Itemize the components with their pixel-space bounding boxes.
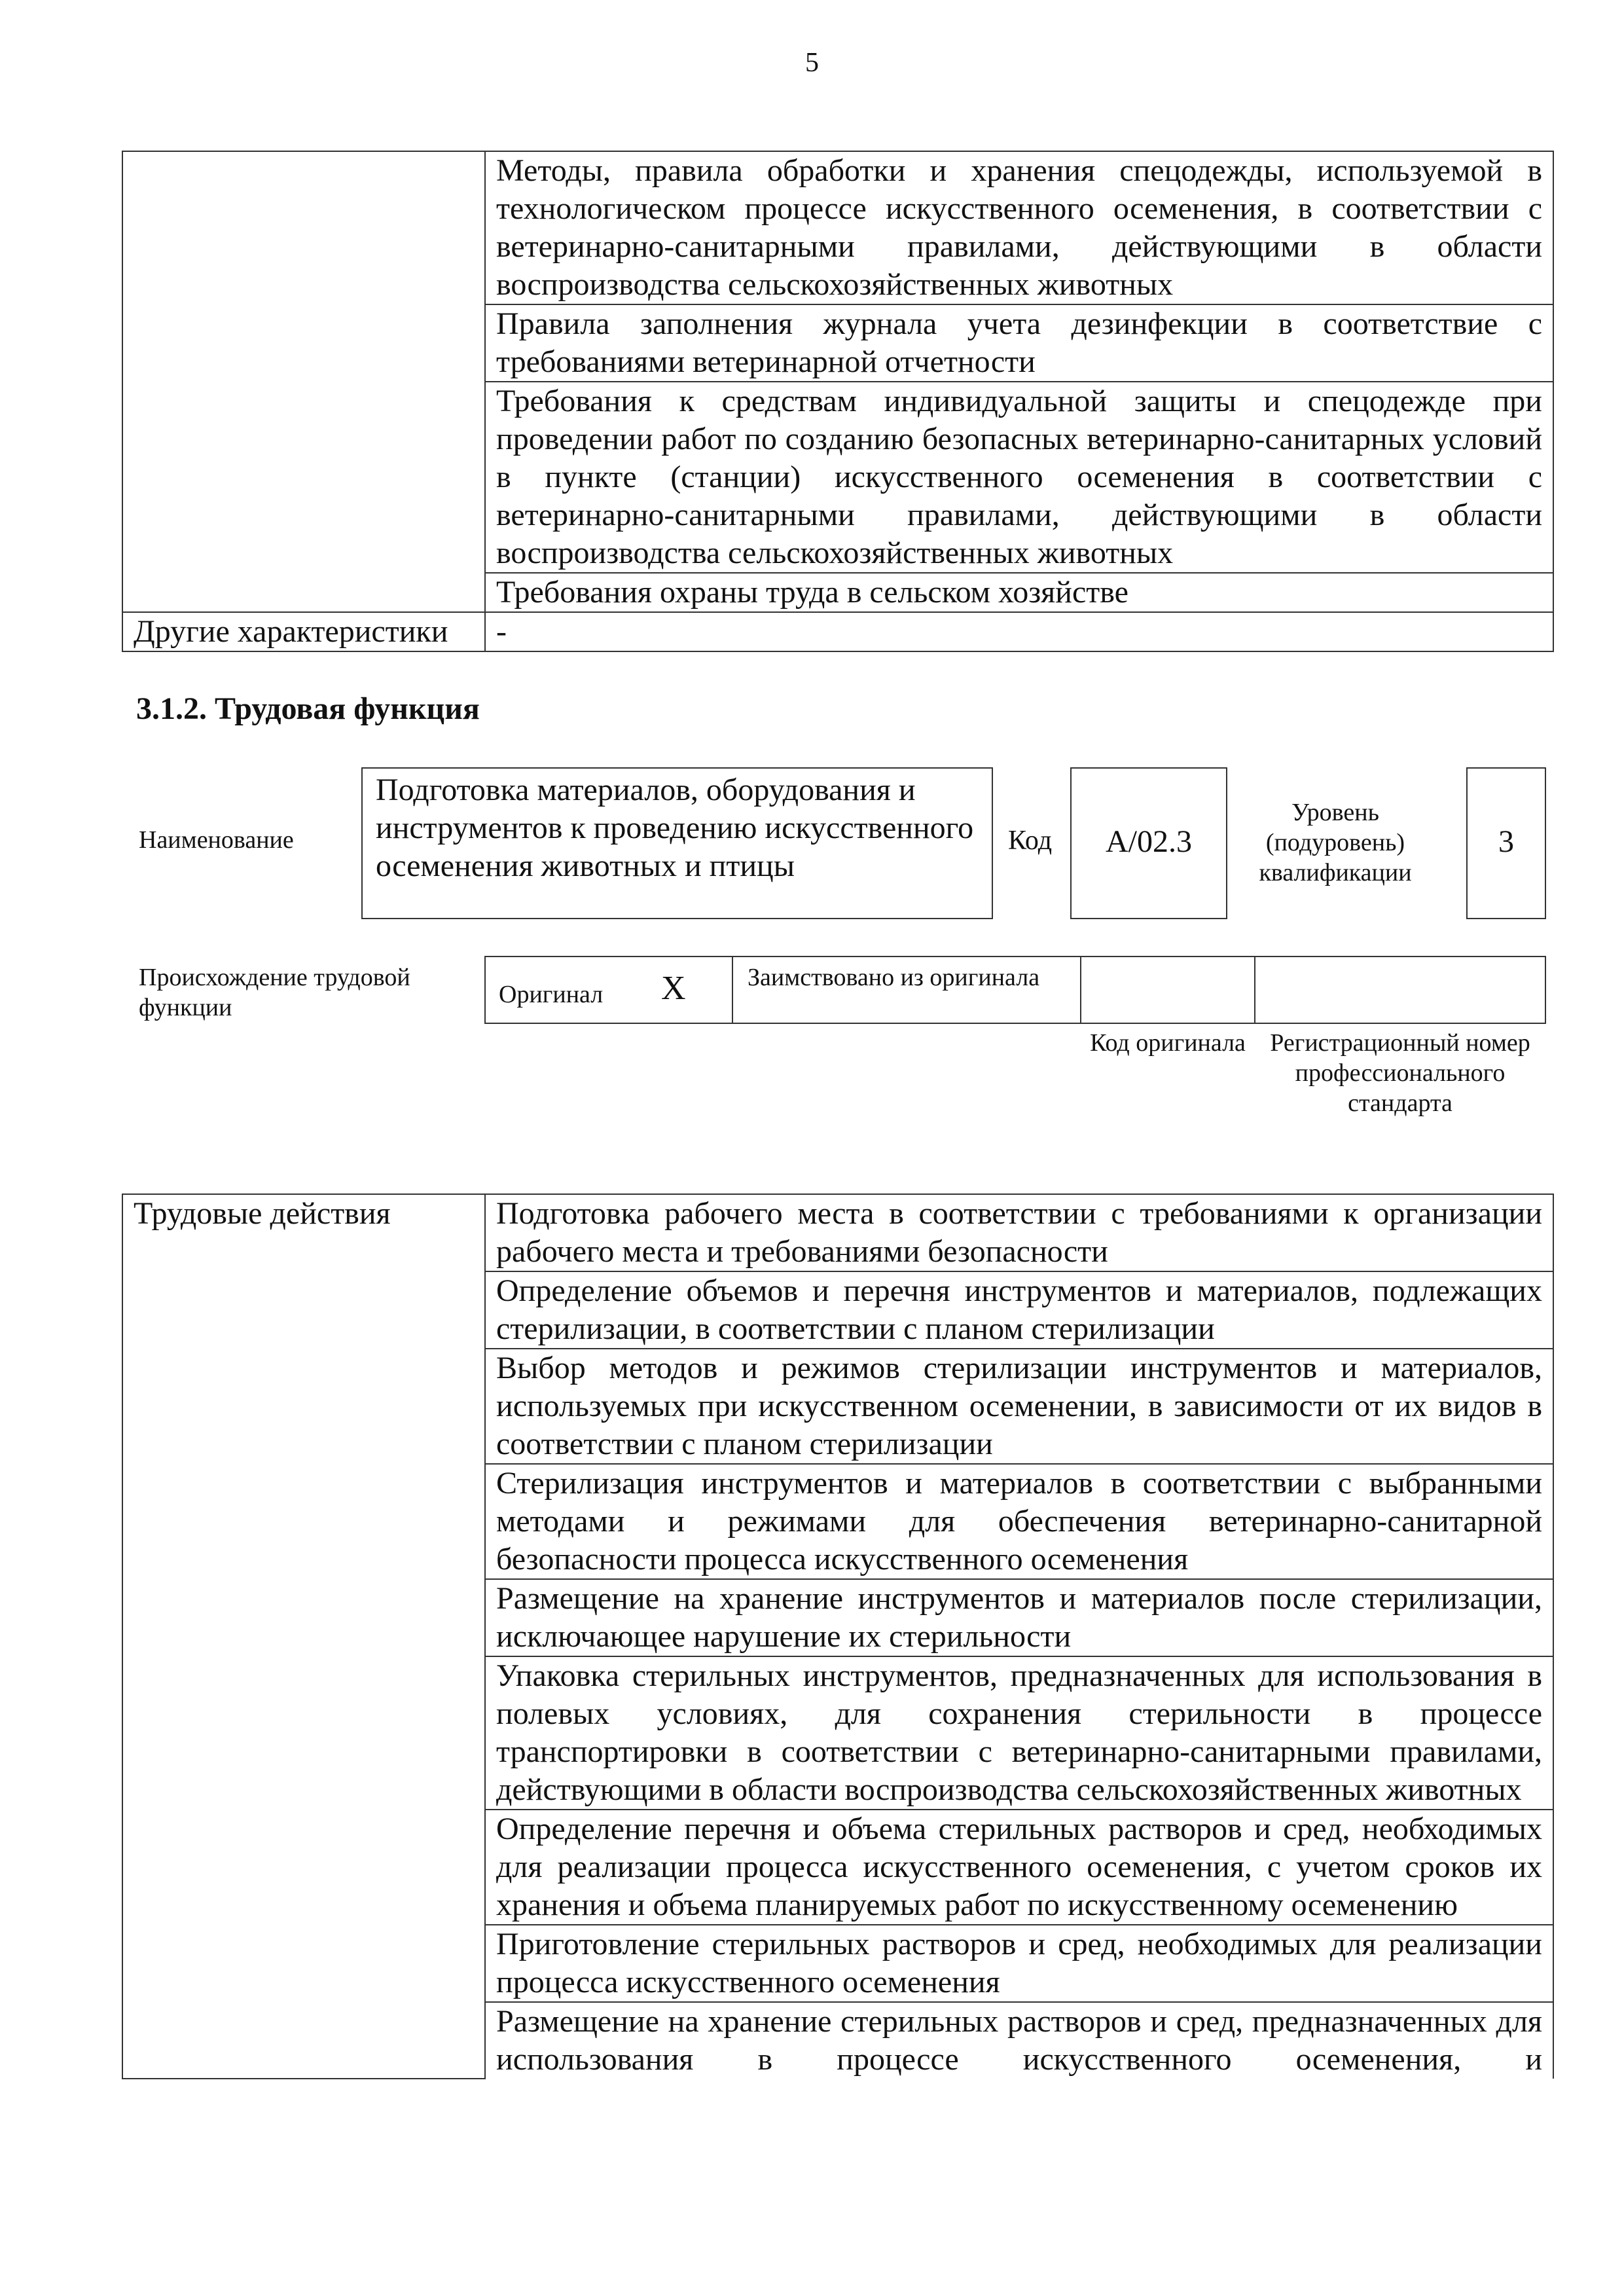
origin-label: Происхождение трудовой функции bbox=[139, 964, 410, 1021]
original-mark: X bbox=[661, 970, 686, 1007]
code-label: Код bbox=[1008, 826, 1053, 856]
section-heading: 3.1.2. Трудовая функция bbox=[136, 691, 480, 726]
labor-action-item: Определение объемов и перечня инструментов и материалов, подлежащих стерилизации, в соответствии с планом стерилизации bbox=[485, 1271, 1553, 1349]
page-number: 5 bbox=[805, 48, 819, 78]
origin-code-cell bbox=[1080, 956, 1255, 1024]
table-cell-empty bbox=[122, 151, 485, 612]
other-characteristics-label: Другие характеристики bbox=[122, 612, 485, 651]
reg-number-label: Регистрационный номер профессионального стандарта bbox=[1270, 1029, 1530, 1117]
labor-action-item: Размещение на хранение инструментов и материалов после стерилизации, исключающее нарушение их стерильности bbox=[485, 1579, 1553, 1656]
labor-action-item: Размещение на хранение стерильных растворов и сред, предназначенных для использования в процессе искусственного осеменения, и bbox=[485, 2002, 1553, 2079]
labor-action-item: Упаковка стерильных инструментов, предназначенных для использования в полевых условиях, для сохранения стерильности в процессе транспортировки в соответствии с ветеринарно-санитарными правилами, действующими в области воспроизводства сельскохозяйственных животных bbox=[485, 1656, 1553, 1810]
knowledge-table bbox=[122, 151, 1554, 652]
knowledge-item: Правила заполнения журнала учета дезинфекции в соответствие с требованиями ветеринарной отчетности bbox=[485, 304, 1553, 382]
labor-action-item: Определение перечня и объема стерильных растворов и сред, необходимых для реализации процесса искусственного осеменения, с учетом сроков их хранения и объема планируемых работ по искусственному осеменению bbox=[485, 1810, 1553, 1925]
qualification-level-box: 3 bbox=[1466, 767, 1546, 919]
borrowed-label: Заимствовано из оригинала bbox=[748, 964, 1040, 991]
labor-actions-label: Трудовые действия bbox=[122, 1194, 485, 2079]
table-row bbox=[122, 1194, 1553, 1271]
function-name-box: Подготовка материалов, оборудования и инструментов к проведению искусственного осеменения животных и птицы bbox=[361, 767, 993, 919]
labor-action-item: Выбор методов и режимов стерилизации инструментов и материалов, используемых при искусственном осеменении, в зависимости от их видов в соответствии с планом стерилизации bbox=[485, 1349, 1553, 1464]
name-label: Наименование bbox=[139, 826, 294, 854]
knowledge-item: Методы, правила обработки и хранения спецодежды, используемой в технологическом процессе искусственного осеменения, в соответствии с ветеринарно-санитарными правилами, действующими в области воспроизводства сельскохозяйственных животных bbox=[485, 151, 1553, 304]
original-label: Оригинал bbox=[499, 981, 604, 1008]
code-original-label: Код оригинала bbox=[1090, 1029, 1246, 1057]
function-code-box: А/02.3 bbox=[1070, 767, 1227, 919]
knowledge-item: Требования охраны труда в сельском хозяйстве bbox=[485, 573, 1553, 612]
labor-actions-table bbox=[122, 1194, 1554, 2079]
table-row bbox=[122, 151, 1553, 304]
qualification-level-label: Уровень (подуровень) квалификации bbox=[1259, 799, 1412, 886]
labor-action-item: Подготовка рабочего места в соответствии с требованиями к организации рабочего места и требованиями безопасности bbox=[485, 1194, 1553, 1271]
table-row bbox=[122, 612, 1553, 651]
origin-reg-number-cell bbox=[1254, 956, 1546, 1024]
labor-action-item: Приготовление стерильных растворов и сред, необходимых для реализации процесса искусственного осеменения bbox=[485, 1925, 1553, 2002]
knowledge-item: Требования к средствам индивидуальной защиты и спецодежде при проведении работ по созданию безопасных ветеринарно-санитарных условий в пункте (станции) искусственного осеменения в соответствии с ветеринарно-санитарными правилами, действующими в области воспроизводства сельскохозяйственных животных bbox=[485, 382, 1553, 573]
other-characteristics-value: - bbox=[485, 612, 1553, 651]
labor-action-item: Стерилизация инструментов и материалов в соответствии с выбранными методами и режимами для обеспечения ветеринарно-санитарной безопасности процесса искусственного осеменения bbox=[485, 1464, 1553, 1579]
